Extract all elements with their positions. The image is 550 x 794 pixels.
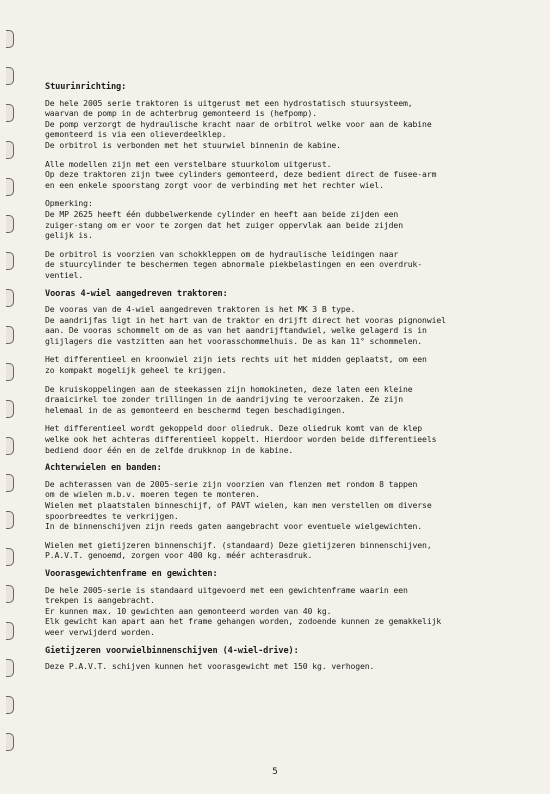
paragraph (45, 354, 517, 375)
binding-ring (6, 67, 14, 85)
text-line: Het differentieel en kroonwiel zijn iets rechts uit het midden geplaatst, om een (45, 354, 427, 365)
paragraph (45, 304, 517, 346)
text-line: Wielen met gietijzeren binnenschijf. (standaard) Deze gietijzeren binnenschijven, (45, 539, 432, 550)
paragraph (45, 98, 517, 151)
text-line: Opmerking: (45, 198, 93, 209)
binding-ring (6, 474, 14, 492)
section-heading: Vooras 4-wiel aangedreven traktoren: (45, 288, 228, 299)
text-line: P.A.V.T. genoemd, zorgen voor 400 kg. méér achterasdruk. (45, 550, 313, 561)
text-line: De vooras van de 4-wiel aangedreven traktoren is het MK 3 B type. (45, 304, 356, 315)
binding-ring (6, 585, 14, 603)
section (45, 463, 517, 561)
text-line: Elk gewicht kan apart aan het frame gehangen worden, zodoende kunnen ze gemakkelijk (45, 616, 442, 627)
binding-ring (6, 659, 14, 677)
paragraph (45, 384, 517, 416)
page-number: 5 (272, 767, 278, 777)
text-line: De orbitrol is verbonden met het stuurwiel binnenin de kabine. (45, 139, 341, 150)
section (45, 289, 517, 456)
paragraph (45, 423, 517, 455)
text-line: Alle modellen zijn met een verstelbare stuurkolom uitgerust. (45, 158, 332, 169)
section-heading: Stuurinrichting: (45, 82, 127, 92)
text-line: De hele 2005 serie traktoren is uitgerust met een hydrostatisch stuursysteem, (45, 97, 413, 108)
section-heading: Achterwielen en banden: (45, 463, 162, 474)
binding-ring (6, 511, 14, 529)
text-line: De kruiskoppelingen aan de steekassen zijn homokineten, deze laten een kleine (45, 383, 413, 394)
text-line: De orbitrol is voorzien van schokkleppen om de hydraulische leidingen naar (45, 248, 399, 259)
text-line: aan. De vooras schommelt om de as van het aandrijftandwiel, welke gelagerd is in (45, 325, 427, 336)
paragraph (45, 159, 517, 191)
section (45, 646, 517, 672)
text-line: bediend door één en de zelfde drukknop in de kabine. (45, 444, 294, 455)
text-line: draaicirkel toe zonder trillingen in de aandrijving te veroorzaken. Ze zijn (45, 394, 403, 405)
section-heading: Gietijzeren voorwielbinnenschijven (4-wiel-drive): (45, 645, 299, 656)
binding-ring (6, 696, 14, 714)
text-line: zuiger-stang om er voor te zorgen dat het zuiger oppervlak aan beide zijden (45, 219, 403, 230)
binding-ring (6, 400, 14, 418)
section (45, 569, 517, 638)
text-line: Het differentieel wordt gekoppeld door oliedruk. Deze oliedruk komt van de klep (45, 423, 423, 434)
text-line: De pomp verzorgt de hydraulische kracht naar de orbitrol welke voor aan de kabine (45, 118, 432, 129)
section (45, 82, 517, 281)
paragraph (45, 249, 517, 281)
paragraph (45, 540, 517, 561)
binding-ring (6, 289, 14, 307)
text-line: Deze P.A.V.T. schijven kunnen het voorasgewicht met 150 kg. verhogen. (45, 661, 375, 672)
binding-ring (6, 437, 14, 455)
text-line: In de binnenschijven zijn reeds gaten aangebracht voor eventuele wielgewichten. (45, 521, 423, 532)
binding-ring (6, 30, 14, 48)
spiral-binding (0, 0, 22, 794)
paragraph (45, 661, 517, 672)
paragraph (45, 479, 517, 532)
text-line: zo kompakt mogelijk geheel te krijgen. (45, 365, 227, 376)
text-line: Wielen met plaatstalen binneschijf, of PAVT wielen, kan men verstellen om diverse (45, 500, 432, 510)
text-line: waarvan de pomp in de achterbrug gemonteerd is (hefpomp). (45, 108, 318, 119)
text-line: helemaal in de as gemonteerd en beschermd tegen beschadigingen. (45, 404, 346, 415)
binding-ring (6, 104, 14, 122)
text-line: De MP 2625 heeft één dubbelwerkende cylinder en heeft aan beide zijden een (45, 208, 399, 219)
text-line: spoorbreedtes te verkrijgen. (45, 510, 179, 521)
text-line: om de wielen m.b.v. moeren tegen te monteren. (45, 489, 260, 500)
binding-ring (6, 326, 14, 344)
text-line: ventiel. (45, 269, 84, 280)
section-heading: Voorasgewichtenframe en gewichten: (45, 568, 218, 579)
binding-ring (6, 363, 14, 381)
binding-ring (6, 548, 14, 566)
text-line: en een enkele spoorstang zorgt voor de verbinding met het rechter wiel. (45, 179, 384, 190)
text-line: glijlagers die vastzitten aan het voorasschommelhuis. De as kan 11° schommelen. (45, 335, 423, 346)
text-line: Op deze traktoren zijn twee cylinders gemonteerd, deze bedient direct de fusee-arm (45, 169, 437, 180)
binding-ring (6, 178, 14, 196)
text-line: De hele 2005-serie is standaard uitgevoerd met een gewichtenframe waarin een (45, 584, 408, 595)
text-line: Er kunnen max. 10 gewichten aan gemonteerd worden van 40 kg. (45, 605, 332, 616)
binding-ring (6, 622, 14, 640)
document-body (45, 82, 517, 680)
text-line: welke ook het achteras differentieel koppelt. Hierdoor worden beide differentieels (45, 434, 437, 445)
text-line: gelijk is. (45, 230, 93, 241)
paragraph (45, 585, 517, 638)
binding-ring (6, 141, 14, 159)
text-line: weer verwijderd worden. (45, 626, 155, 637)
binding-ring (6, 733, 14, 751)
binding-ring (6, 252, 14, 270)
text-line: gemonteerd is via een olieverdeelklep. (45, 129, 227, 140)
text-line: de stuurcylinder te beschermen tegen abnormale piekbelastingen en een overdruk- (45, 259, 423, 270)
text-line: trekpen is aangebracht. (45, 595, 155, 606)
text-line: De achterassen van de 2005-serie zijn voorzien van flenzen met rondom 8 tappen (45, 478, 418, 489)
binding-ring (6, 215, 14, 233)
paragraph (45, 198, 517, 240)
text-line: De aandrijfas ligt in het hart van de traktor en drijft direct het vooras pignonwiel (45, 314, 446, 325)
